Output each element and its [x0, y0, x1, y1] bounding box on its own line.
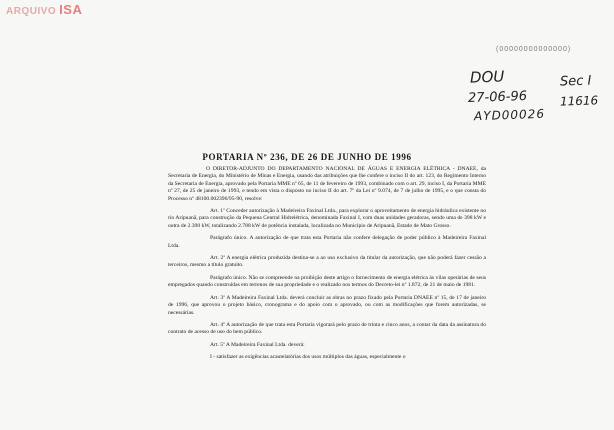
paragraph-art-5-i: I - satisfazer as exigências acautelatórias dos usos múltiplos das águas, especialmente o [210, 354, 406, 361]
paragraph-art-5: Art. 5º A Madeireira Faxinal Ltda. deverá: [210, 341, 305, 348]
logo-prefix: ARQUIVO [6, 6, 57, 17]
archive-stamp: (00000000000000) [496, 46, 572, 53]
handwritten-section: Sec I [559, 73, 592, 90]
paragraph-art-4: Art. 4º A autorização de que trata esta Portaria vigorará pelo prazo de trinta e cinco anos, a contar da data da assinatura do contrato de acesso de uso do bem público. [168, 321, 486, 336]
paragraph-art-3: Art. 3º A Madeireira Faxinal Ltda. deverá concluir as obras no prazo fixado pela Portaria DNAEE nº 15, de 17 de janeiro de 1996, que aprovou o projeto básico, cronograma e do apoio com o aprovado, ou com as modificações que forem autorizadas, se necessárias. [168, 294, 486, 316]
paragraph-art-1: Art. 1º Conceder autorização à Madeireira Faxinal Ltda., para explorar o aproveitamento de energia hidráulica existente no rio Arípuanã, para construção da Pequena Central Hidrelétrica, denominada Faxinal I, com duas unidades geradoras, sendo uma de 398 kW e outra de 2.390 kW, totalizando 2.788 kW de potência instalada, localizada no Município de Aripuanã, Estado de Mato Grosso. [168, 208, 486, 229]
handwritten-code: AYD00026 [473, 106, 546, 124]
handwritten-page: 11616 [559, 93, 599, 109]
paragraph-art-2-sole: Parágrafo único. Não se compreende na proibição deste artigo o fornecimento de energia elétrica às vilas operárias de seus empregados quando construídas em terrenos de sua propriedade e o realizado nos termos do Decreto-lei nº 1.872, de 21 de maio de 1981. [168, 274, 486, 289]
archive-logo [6, 2, 82, 17]
handwritten-date: 27-06-96 [467, 88, 528, 107]
handwritten-dou: DOU [469, 67, 505, 87]
document-title: PORTARIA Nº 236, DE 26 DE JUNHO DE 1996 [202, 152, 412, 162]
paragraph-art-1-sole: Parágrafo único. A autorização de que trata esta Portaria não confere delegação de poder público à Madeireira Faxinal Ltda. [168, 235, 486, 249]
document-body [168, 166, 486, 367]
logo-brand: ISA [59, 2, 83, 17]
paragraph-art-2: Art. 2º A energia elétrica produzida destina-se a ao uso exclusivo da titular da autorização, que não poderá fazer cessão a terceiros, mesmo a título gratuito. [168, 255, 486, 269]
paragraph-preamble: O DIRETOR-ADJUNTO DO DEPARTAMENTO NACIONAL DE ÁGUAS E ENERGIA ELÉTRICA - DNAEE, da Secretaria de Energia, do Ministério de Minas e Energia, usando das atribuições que lhe confere o inciso II do art. 123, do Regimento Interno da Secretaria de Energia, aprovado pela Portaria MME nº 65, de 11 de fevereiro de 1993, combinado com o art. 29, inciso I, da Portaria MME nº 27, de 25 de janeiro de 1993, e tendo em vista o disposto no inciso II do art. 7º da Lei nº 9.074, de 7 de julho de 1995, e o que consta do Processo nº 48100.002396/95-90, resolve: [168, 166, 486, 202]
